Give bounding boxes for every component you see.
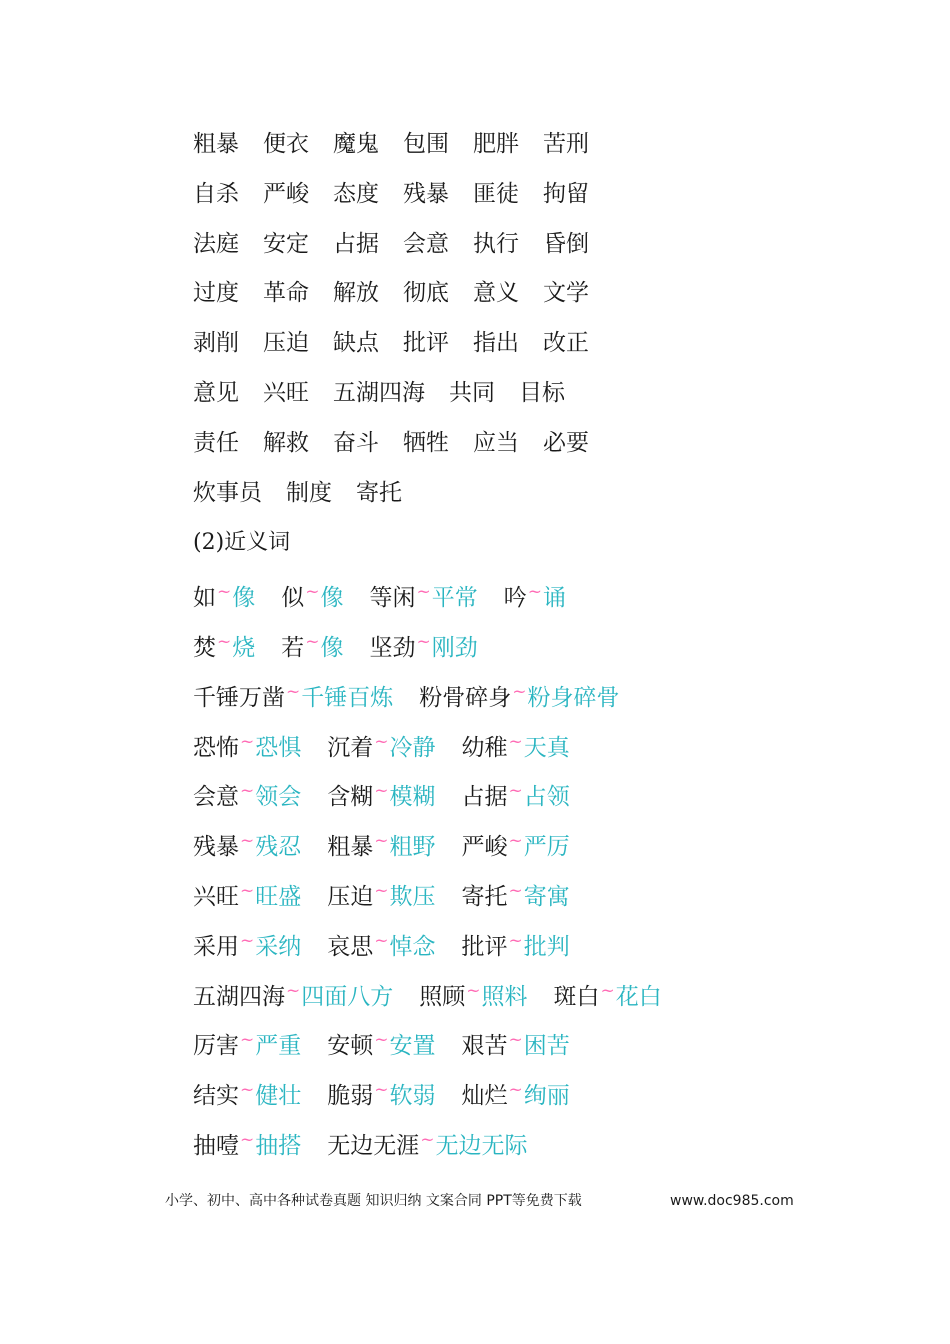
vocab-line (193, 369, 913, 419)
vocab-word: 苦刑 (543, 131, 589, 157)
vocab-word: 意义 (473, 280, 519, 307)
synonym-pair (327, 1016, 435, 1072)
synonym-pair (462, 917, 570, 973)
synonym-line (193, 817, 913, 867)
synonym-word: 恐怖 (193, 734, 239, 761)
synonym-answer: 粉身碎骨 (527, 684, 620, 711)
synonym-word: 抽噎 (193, 1132, 239, 1159)
tilde-mark: ~ (512, 681, 527, 702)
synonym-pair (327, 817, 435, 873)
synonym-word: 会意 (193, 784, 239, 811)
vocab-word: 牺牲 (403, 429, 449, 456)
tilde-mark: ~ (286, 681, 301, 702)
synonym-answer: 残忍 (255, 834, 302, 861)
vocab-word: 炊事员 (193, 479, 262, 506)
synonym-answer: 刚劲 (431, 634, 478, 661)
tilde-mark: ~ (508, 880, 523, 901)
tilde-mark: ~ (416, 582, 431, 603)
tilde-mark: ~ (527, 582, 542, 603)
synonym-section (193, 568, 913, 1166)
vocab-word: 解放 (333, 280, 379, 307)
synonym-answer: 无边无际 (435, 1132, 528, 1159)
synonym-word: 沉着 (327, 734, 374, 761)
synonym-word: 厉害 (193, 1033, 239, 1060)
tilde-mark: ~ (240, 731, 255, 752)
synonym-word: 如 (193, 585, 216, 612)
vocab-word: 兴旺 (263, 379, 309, 406)
vocab-word: 包围 (403, 131, 449, 157)
synonym-pair (281, 568, 343, 624)
vocab-word: 过度 (193, 280, 239, 307)
tilde-mark: ~ (374, 1030, 389, 1051)
synonym-answer: 像 (320, 585, 344, 612)
synonym-answer: 照料 (481, 983, 528, 1010)
vocab-word: 法庭 (193, 230, 239, 257)
vocab-word: 魔鬼 (333, 131, 379, 157)
synonym-answer: 像 (320, 634, 344, 661)
vocab-word: 指出 (473, 330, 519, 357)
synonym-word: 占据 (461, 784, 508, 811)
synonym-pair (462, 867, 570, 923)
vocab-line (193, 469, 913, 519)
synonym-word: 无边无涯 (327, 1132, 420, 1159)
vocab-line (193, 220, 913, 270)
tilde-mark: ~ (420, 1129, 435, 1150)
synonym-line (193, 917, 913, 967)
vocab-word: 执行 (473, 230, 519, 257)
synonym-word: 哀思 (327, 933, 374, 960)
synonym-line (193, 718, 913, 768)
vocab-word: 会意 (403, 230, 449, 257)
synonym-answer: 健壮 (255, 1083, 302, 1110)
tilde-mark: ~ (508, 930, 523, 951)
vocab-word: 压迫 (263, 330, 309, 357)
tilde-mark: ~ (374, 781, 389, 802)
synonym-pair (193, 1016, 301, 1072)
tilde-mark: ~ (508, 1030, 523, 1051)
synonym-answer: 困苦 (523, 1033, 570, 1060)
synonym-pair (193, 1066, 301, 1122)
synonym-word: 残暴 (193, 834, 239, 861)
vocab-word: 解救 (263, 429, 309, 456)
synonym-line (193, 1016, 913, 1066)
vocab-word: 严峻 (263, 180, 309, 207)
synonym-pair (419, 668, 619, 724)
synonym-line (193, 668, 913, 718)
synonym-line (193, 1066, 913, 1116)
synonym-pair (281, 618, 343, 674)
vocab-line (193, 120, 913, 170)
synonym-answer: 烧 (232, 634, 256, 661)
synonym-answer: 花白 (615, 983, 662, 1010)
synonym-word: 等闲 (369, 585, 416, 612)
tilde-mark: ~ (508, 731, 523, 752)
synonym-pair (327, 1116, 527, 1172)
vocab-word: 意见 (193, 379, 239, 406)
synonym-pair (462, 718, 570, 774)
synonym-word: 采用 (193, 933, 239, 960)
tilde-mark: ~ (240, 831, 255, 852)
synonym-word: 脆弱 (327, 1083, 374, 1110)
vocab-word: 缺点 (333, 330, 379, 357)
synonym-pair (193, 568, 255, 624)
tilde-mark: ~ (508, 831, 523, 852)
tilde-mark: ~ (240, 1030, 255, 1051)
vocab-word: 自杀 (193, 180, 239, 207)
tilde-mark: ~ (374, 831, 389, 852)
tilde-mark: ~ (508, 1080, 523, 1101)
vocab-word: 便衣 (263, 131, 309, 157)
vocab-line (193, 419, 913, 469)
synonym-word: 若 (281, 634, 305, 661)
synonym-word: 压迫 (327, 883, 374, 910)
synonym-answer: 悼念 (389, 933, 436, 960)
synonym-word: 似 (281, 585, 305, 612)
tilde-mark: ~ (305, 582, 320, 603)
vocab-word: 残暴 (403, 180, 449, 207)
synonym-word: 照顾 (419, 983, 466, 1010)
vocab-word: 匪徒 (473, 180, 519, 207)
synonym-pair (327, 767, 435, 823)
synonym-pair (419, 967, 527, 1023)
vocab-word: 责任 (193, 429, 239, 456)
synonym-pair (193, 967, 393, 1023)
synonym-pair (462, 1016, 570, 1072)
vocab-word: 彻底 (403, 280, 449, 307)
tilde-mark: ~ (217, 631, 232, 652)
synonym-line (193, 967, 913, 1017)
synonym-pair (462, 767, 570, 823)
synonym-line (193, 767, 913, 817)
synonym-answer: 欺压 (389, 883, 436, 910)
vocab-word: 昏倒 (543, 230, 589, 257)
tilde-mark: ~ (600, 980, 615, 1001)
synonym-pair (327, 867, 435, 923)
synonym-answer: 恐惧 (255, 734, 302, 761)
tilde-mark: ~ (240, 880, 255, 901)
vocab-word: 态度 (333, 180, 379, 207)
synonym-line (193, 867, 913, 917)
synonym-word: 吟 (503, 585, 527, 612)
synonym-word: 坚劲 (369, 634, 416, 661)
synonym-word: 五湖四海 (193, 983, 285, 1010)
vocab-word: 文学 (543, 280, 589, 307)
tilde-mark: ~ (374, 1080, 389, 1101)
synonym-pair (193, 718, 301, 774)
synonym-answer: 模糊 (389, 784, 436, 811)
vocab-word: 制度 (286, 479, 332, 506)
synonym-word: 灿烂 (461, 1083, 508, 1110)
synonym-pair (193, 668, 393, 724)
vocab-word: 批评 (403, 330, 449, 357)
synonym-word: 含糊 (327, 784, 374, 811)
synonym-answer: 粗野 (389, 834, 436, 861)
synonym-word: 斑白 (553, 983, 600, 1010)
synonym-word: 焚 (193, 634, 216, 661)
tilde-mark: ~ (240, 1080, 255, 1101)
synonym-answer: 领会 (255, 784, 302, 811)
vocab-word: 拘留 (543, 180, 589, 207)
word-list (193, 120, 913, 1166)
synonym-word: 粉骨碎身 (419, 684, 512, 711)
tilde-mark: ~ (240, 1129, 255, 1150)
tilde-mark: ~ (374, 880, 389, 901)
synonym-answer: 四面八方 (301, 983, 394, 1010)
synonym-pair (554, 967, 662, 1023)
footer-text: 小学、初中、高中各种试卷真题 知识归纳 文案合同 PPT等免费下载 (165, 1193, 582, 1209)
vocab-word: 安定 (263, 230, 309, 257)
synonym-pair (193, 867, 301, 923)
synonym-pair (193, 1116, 301, 1172)
synonym-line (193, 618, 913, 668)
synonym-answer: 千锤百炼 (301, 684, 394, 711)
synonym-word: 安顿 (327, 1033, 374, 1060)
synonym-word: 批评 (461, 933, 508, 960)
vocab-word: 奋斗 (333, 429, 379, 456)
synonym-answer: 天真 (523, 734, 570, 761)
vocab-word: 应当 (473, 429, 519, 456)
vocab-word: 五湖四海 (333, 379, 425, 406)
synonym-answer: 抽搭 (255, 1132, 302, 1159)
synonym-word: 寄托 (461, 883, 508, 910)
synonym-answer: 软弱 (389, 1083, 436, 1110)
synonym-pair (327, 917, 435, 973)
footer-site: www.doc985.com (670, 1193, 794, 1209)
tilde-mark: ~ (286, 980, 301, 1001)
synonym-pair (370, 568, 478, 624)
vocab-line (193, 170, 913, 220)
synonym-answer: 占领 (523, 784, 570, 811)
synonym-answer: 采纳 (255, 933, 302, 960)
synonym-word: 幼稚 (461, 734, 508, 761)
vocab-word: 寄托 (356, 479, 402, 506)
synonym-word: 严峻 (461, 834, 508, 861)
synonym-answer: 诵 (543, 585, 566, 612)
tilde-mark: ~ (508, 781, 523, 802)
vocab-word: 革命 (263, 280, 309, 307)
tilde-mark: ~ (466, 980, 481, 1001)
synonym-answer: 严重 (255, 1033, 302, 1060)
tilde-mark: ~ (240, 781, 255, 802)
vocab-word: 目标 (519, 379, 565, 406)
vocab-line (193, 319, 913, 369)
vocab-line (193, 269, 913, 319)
synonym-answer: 旺盛 (255, 883, 302, 910)
synonym-answer: 冷静 (389, 734, 436, 761)
tilde-mark: ~ (416, 631, 431, 652)
synonym-answer: 平常 (431, 585, 478, 612)
tilde-mark: ~ (374, 930, 389, 951)
synonym-pair (370, 618, 478, 674)
synonym-pair (193, 917, 301, 973)
synonym-heading: (2)近义词 (193, 530, 291, 556)
vocab-word: 占据 (333, 230, 379, 257)
synonym-word: 兴旺 (193, 883, 239, 910)
synonym-pair (193, 817, 301, 873)
vocab-word: 剥削 (193, 330, 239, 357)
synonym-pair (462, 817, 570, 873)
synonym-answer: 像 (232, 585, 256, 612)
synonym-line (193, 1116, 913, 1166)
synonym-pair (193, 618, 255, 674)
vocab-word: 共同 (449, 379, 495, 406)
vocab-word: 肥胖 (473, 131, 519, 157)
synonym-pair (327, 1066, 435, 1122)
vocab-word: 改正 (543, 330, 589, 357)
tilde-mark: ~ (217, 582, 232, 603)
vocabulary-section (193, 120, 913, 518)
vocab-word: 必要 (543, 429, 589, 456)
synonym-pair (504, 568, 566, 624)
synonym-answer: 寄寓 (523, 883, 570, 910)
synonym-answer: 安置 (389, 1033, 436, 1060)
synonym-answer: 严厉 (523, 834, 570, 861)
synonym-line (193, 568, 913, 618)
synonym-pair (462, 1066, 570, 1122)
vocab-word: 粗暴 (193, 131, 239, 157)
synonym-pair (327, 718, 435, 774)
synonym-word: 千锤万凿 (193, 684, 285, 711)
tilde-mark: ~ (305, 631, 320, 652)
synonym-answer: 批判 (523, 933, 570, 960)
synonym-pair (193, 767, 301, 823)
synonym-answer: 绚丽 (523, 1083, 570, 1110)
synonym-word: 粗暴 (327, 834, 374, 861)
page-footer (165, 1190, 805, 1212)
tilde-mark: ~ (374, 731, 389, 752)
synonym-word: 艰苦 (461, 1033, 508, 1060)
tilde-mark: ~ (240, 930, 255, 951)
synonym-word: 结实 (193, 1083, 239, 1110)
